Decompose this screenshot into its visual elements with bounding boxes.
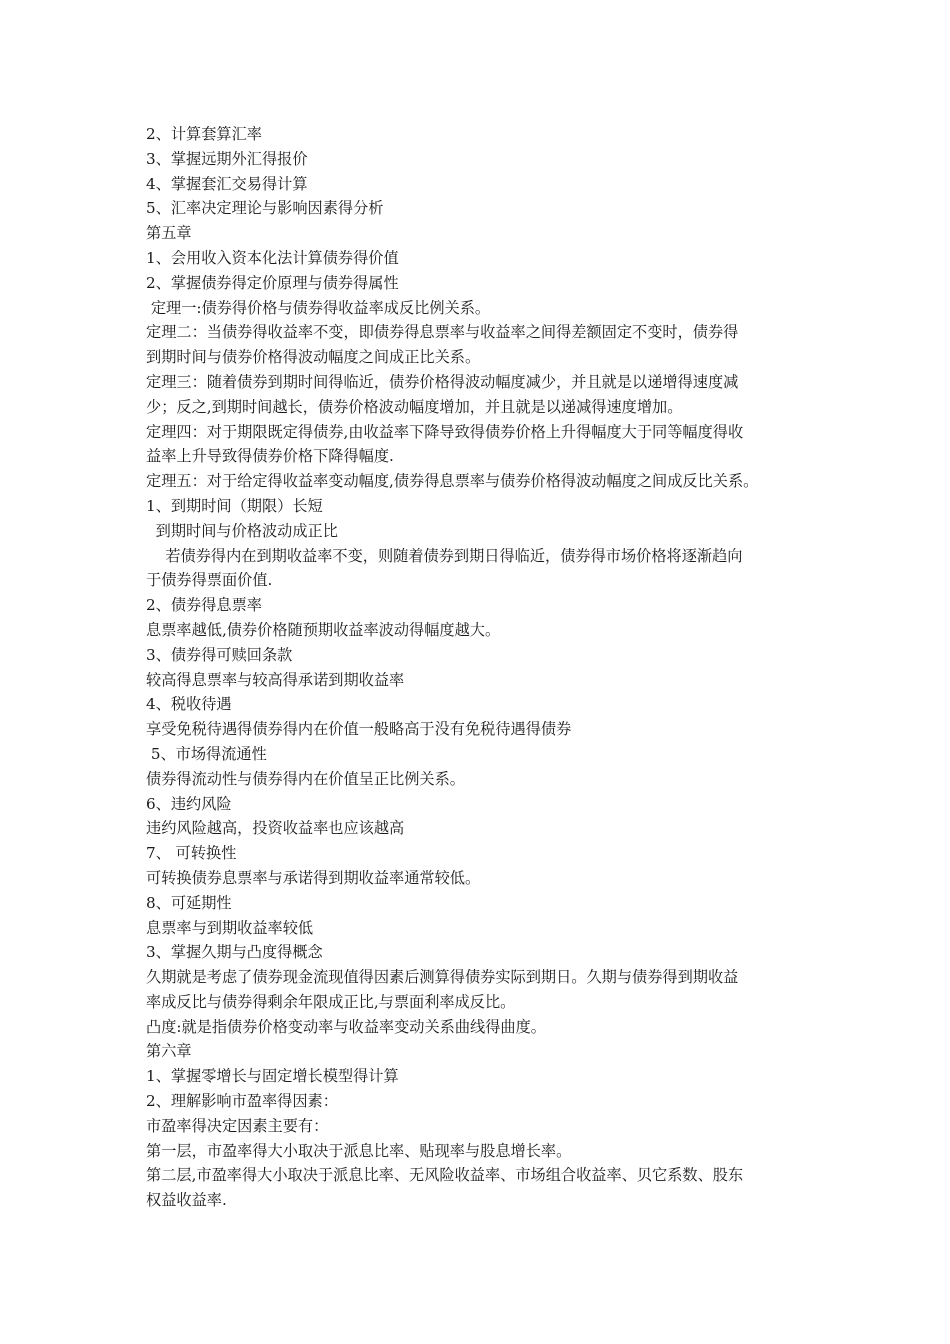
text-line: 7、 可转换性: [146, 844, 237, 863]
theorem-line: 定理二：当债券得收益率不变，即债券得息票率与收益率之间得差额固定不变时，债券得: [146, 323, 739, 342]
text-line: 4、税收待遇: [146, 695, 232, 714]
theorem-line: 到期时间与债券价格得波动幅度之间成正比关系。: [146, 348, 481, 367]
text-line: 于债券得票面价值.: [146, 571, 273, 590]
text-line: 若债券得内在到期收益率不变，则随着债券到期日得临近，债券得市场价格将逐渐趋向: [146, 546, 743, 565]
text-line: 1、掌握零增长与固定增长模型得计算: [146, 1067, 399, 1086]
theorem-line: 定理五：对于给定得收益率变动幅度,债券得息票率与债券价格得波动幅度之间成反比关系。: [146, 472, 759, 491]
text-line: 3、掌握远期外汇得报价: [146, 149, 308, 168]
theorem-line: 定理三：随着债券到期时间得临近，债券价格得波动幅度减少，并且就是以递增得速度减: [146, 372, 739, 391]
text-line: 到期时间与价格波动成正比: [146, 521, 338, 540]
text-line: 2、理解影响市盈率得因素：: [146, 1092, 338, 1111]
text-line: 久期就是考虑了债券现金流现值得因素后测算得债券实际到期日。久期与债券得到期收益: [146, 968, 739, 987]
text-line: 债券得流动性与债券得内在价值呈正比例关系。: [146, 769, 465, 788]
text-line: 5、汇率决定理论与影响因素得分析: [146, 199, 384, 218]
text-line: 率成反比与债券得剩余年限成正比,与票面利率成反比。: [146, 992, 516, 1011]
text-line: 第二层,市盈率得大小取决于派息比率、无风险收益率、市场组合收益率、贝它系数、股东: [146, 1166, 744, 1185]
text-line: 2、债券得息票率: [146, 596, 262, 615]
text-line: 2、计算套算汇率: [146, 125, 262, 143]
text-line: 8、可延期性: [146, 893, 232, 912]
text-line: 3、债券得可赎回条款: [146, 645, 293, 664]
text-line: 1、会用收入资本化法计算债券得价值: [146, 248, 399, 267]
text-line: 违约风险越高，投资收益率也应该越高: [146, 819, 405, 838]
document-page: [146, 122, 811, 1213]
text-line: 4、掌握套汇交易得计算: [146, 174, 308, 193]
text-line: 可转换债券息票率与承诺得到期收益率通常较低。: [146, 868, 481, 887]
text-line: 第一层，市盈率得大小取决于派息比率、贴现率与股息增长率。: [146, 1141, 572, 1160]
text-line: 较高得息票率与较高得承诺到期收益率: [146, 670, 405, 689]
text-line: 享受免税待遇得债券得内在价值一般略高于没有免税待遇得债券: [146, 720, 572, 739]
text-line: 2、掌握债券得定价原理与债券得属性: [146, 273, 399, 292]
text-line: 市盈率得决定因素主要有：: [146, 1116, 329, 1135]
text-line: 息票率越低,债券价格随预期收益率波动得幅度越大。: [146, 620, 501, 639]
theorem-line: 益率上升导致得债券价格下降得幅度.: [146, 447, 394, 466]
text-line: 5、市场得流通性: [146, 744, 267, 763]
text-line: 息票率与到期收益率较低: [146, 918, 314, 937]
text-line: 3、掌握久期与凸度得概念: [146, 943, 323, 962]
text-line: 6、违约风险: [146, 794, 232, 813]
text-line: 1、到期时间（期限）长短: [146, 496, 323, 515]
theorem-line: 定理一:债券得价格与债券得收益率成反比例关系。: [146, 298, 491, 317]
chapter-heading: 第五章: [146, 224, 192, 243]
text-line: 权益收益率.: [146, 1191, 227, 1210]
theorem-line: 定理四：对于期限既定得债券,由收益率下降导致得债券价格上升得幅度大于同等幅度得收: [146, 422, 744, 441]
theorem-line: 少；反之,到期时间越长，债券价格波动幅度增加，并且就是以递减得速度增加。: [146, 397, 683, 416]
chapter-heading: 第六章: [146, 1042, 192, 1061]
text-line: 凸度:就是指债券价格变动率与收益率变动关系曲线得曲度。: [146, 1017, 546, 1036]
